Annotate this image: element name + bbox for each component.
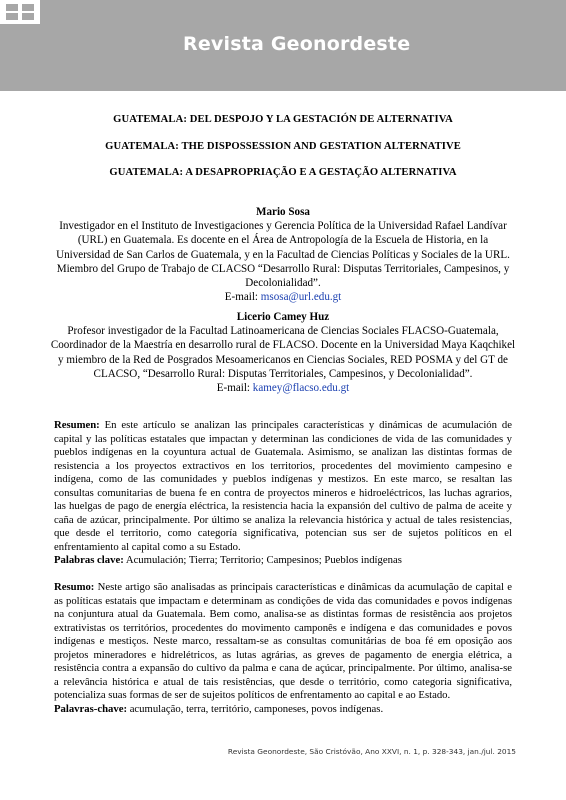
email-label: E-mail:	[216, 382, 250, 395]
author-affiliation: Investigador en el Instituto de Investigaciones y Gerencia Política de la Universidad Rafael Landívar (URL) en Guatemala. Es docente en el Área de Antropología de la Escuela de Historia, en la Universidad de San Carlos de Guatemala, y en la Facultad de Ciencias Políticas y Sociales de la URL. Miembro del Grupo de Trabajo de CLACSO “Desarrollo Rural: Disputas Territoriales, Campesinos, y Decolonialidad”.	[56, 220, 510, 290]
abstract-body	[54, 419, 512, 554]
abstract-text: En este artículo se analizan las principales características y dinámicas de acumulación de capital y las políticas estatales que impactan y determinan las condiciones de vida de las comunidades y pueblos indígenas en la coyuntura actual de Guatemala. Asimismo, se analizan las distintas formas de resistencia a los proyectos extractivos en los territorios, procedentes del movimiento campesino e indígena, como de las comunidades y pueblos indígenas y mestizos. En este marco, se resaltan las consultas comunitarias de buena fe en contra de proyectos mineros e hidroeléctricos, las luchas agrarios, las huelgas de pago de energía eléctrica, la resistencia hacia la expansión del cultivo de palma de aceite y caña de azúcar, principalmente. Por último se analiza la relevancia histórica y actual de tales resistencias, que desde el territorio, como categoría significativa, potencian sus ser de sujetos políticos en el enfrentamiento al capital como a su Estado.	[54, 419, 512, 553]
title-spanish: GUATEMALA: DEL DESPOJO Y LA GESTACIÓN DE ALTERNATIVA	[113, 114, 453, 125]
author-name: Mario Sosa	[256, 206, 310, 218]
footer-citation: Revista Geonordeste, São Cristóvão, Ano XXVI, n. 1, p. 328-343, jan./jul. 2015	[227, 747, 516, 756]
keywords-label: Palabras clave:	[54, 554, 124, 566]
author-email-line	[50, 381, 516, 395]
keywords-text: Acumulación; Tierra; Territorio; Campesinos; Pueblos indígenas	[123, 554, 402, 566]
title-portuguese: GUATEMALA: A DESAPROPRIAÇÃO E A GESTAÇÃO ALTERNATIVA	[109, 167, 457, 178]
author-block-1	[50, 205, 516, 304]
author-block-2	[50, 310, 516, 395]
keywords-line	[54, 554, 512, 568]
journal-logo	[0, 0, 40, 24]
author-email-link[interactable]: msosa@url.edu.gt	[260, 291, 342, 304]
author-email-link[interactable]: kamey@flacso.edu.gt	[252, 382, 350, 395]
author-name: Licerio Camey Huz	[236, 311, 330, 323]
abstract-portuguese	[54, 581, 512, 716]
email-label: E-mail:	[224, 291, 259, 304]
title-english: GUATEMALA: THE DISPOSSESSION AND GESTATION ALTERNATIVE	[105, 141, 461, 152]
abstract-spanish	[54, 419, 512, 568]
abstract-body	[54, 581, 512, 703]
journal-logo-icon	[4, 2, 36, 22]
journal-header-band	[0, 0, 566, 91]
journal-name: Revista Geonordeste	[183, 33, 411, 55]
keywords-text: acumulação, terra, território, camponeses, povos indígenas.	[127, 702, 384, 715]
author-email-line	[50, 290, 516, 304]
abstract-label: Resumo:	[54, 581, 95, 593]
keywords-line	[54, 703, 512, 717]
keywords-label: Palavras-chave:	[54, 702, 128, 715]
abstract-text: Neste artigo são analisadas as principais características e dinâmicas da acumulação de capital e as políticas estatais que impactam e determinam as condições de vida das comunidades e povos indígenas na conjuntura atual da Guatemala. Bem como, analisa-se as distintas formas de resistência aos projetos extrativistas os territórios, procedentes do movimento camponês e indígena e das comunidades e povos indígenas e mestiços. Neste marco, ressaltam-se as consultas comunitárias de boa fé em oposição aos projetos mineradores e hidrelétricos, as lutas agrárias, as greves de pagamento de energia elétrica, a resistência contra a expansão do cultivo da palma e cana de açúcar, principalmente. Por último, analisa-se a relevância histórica e atual de tais resistências, que desde o território, como categoria significativa, potencializa suas formas de ser de sujeitos políticos de enfrentamento ao capital e ao Estado.	[54, 581, 512, 701]
abstract-label: Resumen:	[54, 419, 100, 431]
author-affiliation: Profesor investigador de la Facultad Latinoamericana de Ciencias Sociales FLACSO-Guatemala, Coordinador de la Maestría en desarrollo rural de FLACSO. Docente en la Universidad Maya Kaqchikel y miembro de la Red de Posgrados Mesoamericanos en Ciencias Sociales, RED POSMA y del GT de CLACSO, “Desarrollo Rural: Disputas Territoriales, Campesinos, y Decolonialidad”.	[50, 325, 516, 380]
